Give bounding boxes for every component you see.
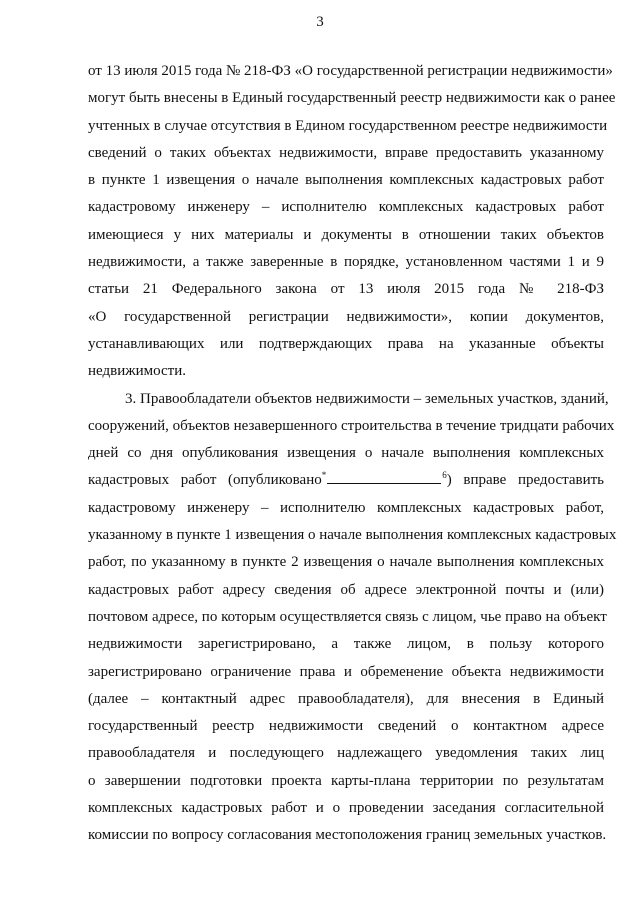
text-line: недвижимости зарегистрировано, а также лицом, в пользу которого <box>88 636 604 653</box>
text-line: почтовом адресе, по которым осуществляется связь с лицом, чье право на объект <box>88 608 607 625</box>
footnote-mark-asterisk: * <box>321 470 327 481</box>
text-line: от 13 июля 2015 года № 218-ФЗ «О государственной регистрации недвижимости» <box>88 63 613 79</box>
footnote-mark-6: 6 <box>442 470 447 481</box>
text-line: имеющиеся у них материалы и документы в отношении таких объектов <box>88 226 604 243</box>
text-line: сооружений, объектов незавершенного строительства в течение тридцати рабочих <box>88 417 615 434</box>
paragraph-1 <box>88 58 616 386</box>
text-line: комиссии по вопросу согласования местоположения границ земельных участков. <box>88 827 607 844</box>
text-line: 3. Правообладатели объектов недвижимости – земельных участков, зданий, <box>125 390 609 407</box>
text-line: кадастровому инженеру – исполнителю комплексных кадастровых работ, <box>88 499 604 516</box>
text-line: могут быть внесены в Единый государственный реестр недвижимости как о ранее <box>88 90 616 107</box>
text-line: о завершении подготовки проекта карты-плана территории по результатам <box>88 772 604 789</box>
text-line: устанавливающих или подтверждающих права на указанные объекты <box>88 335 604 352</box>
text-line: «О государственной регистрации недвижимости», копии документов, <box>88 308 604 325</box>
text-line: зарегистрировано ограничение права и обременение объекта недвижимости <box>88 663 604 680</box>
text-line: кадастровых работ адресу сведения об адресе электронной почты и (или) <box>88 581 604 598</box>
text-line: недвижимости, а также заверенные в порядке, установленном частями 1 и 9 <box>88 254 604 271</box>
publication-text: кадастровых работ (опубликовано <box>88 472 322 489</box>
text-line: государственный реестр недвижимости сведений о контактном адресе <box>88 718 604 735</box>
text-line: (далее – контактный адрес правообладателя), для внесения в Единый <box>88 690 604 707</box>
paragraph-3 <box>88 386 617 850</box>
text-line: статьи 21 Федерального закона от 13 июля 2015 года № 218-ФЗ <box>88 281 604 298</box>
publication-date-blank <box>327 471 441 484</box>
document-body <box>88 58 617 850</box>
text-line: сведений о таких объектах недвижимости, вправе предоставить указанному <box>88 144 604 161</box>
text-line: учтенных в случае отсутствия в Едином государственном реестре недвижимости <box>88 117 608 134</box>
text-line: комплексных кадастровых работ и о проведении заседания согласительной <box>88 800 604 817</box>
text-line-with-blank <box>88 467 604 494</box>
text-line: правообладателя и последующего надлежащего уведомления таких лиц <box>88 745 604 762</box>
text-line: дней со дня опубликования извещения о начале выполнения комплексных <box>88 445 604 462</box>
text-line: кадастровому инженеру – исполнителю комплексных кадастровых работ <box>88 199 604 216</box>
text-line: недвижимости. <box>88 363 186 380</box>
publication-text-after: ) вправе предоставить <box>446 472 604 489</box>
page-number: 3 <box>316 14 324 30</box>
text-line: указанному в пункте 1 извещения о начале выполнения комплексных кадастровых <box>88 527 617 544</box>
text-line: работ, по указанному в пункте 2 извещения о начале выполнения комплексных <box>88 554 604 571</box>
text-line: в пункте 1 извещения о начале выполнения комплексных кадастровых работ <box>88 172 604 189</box>
